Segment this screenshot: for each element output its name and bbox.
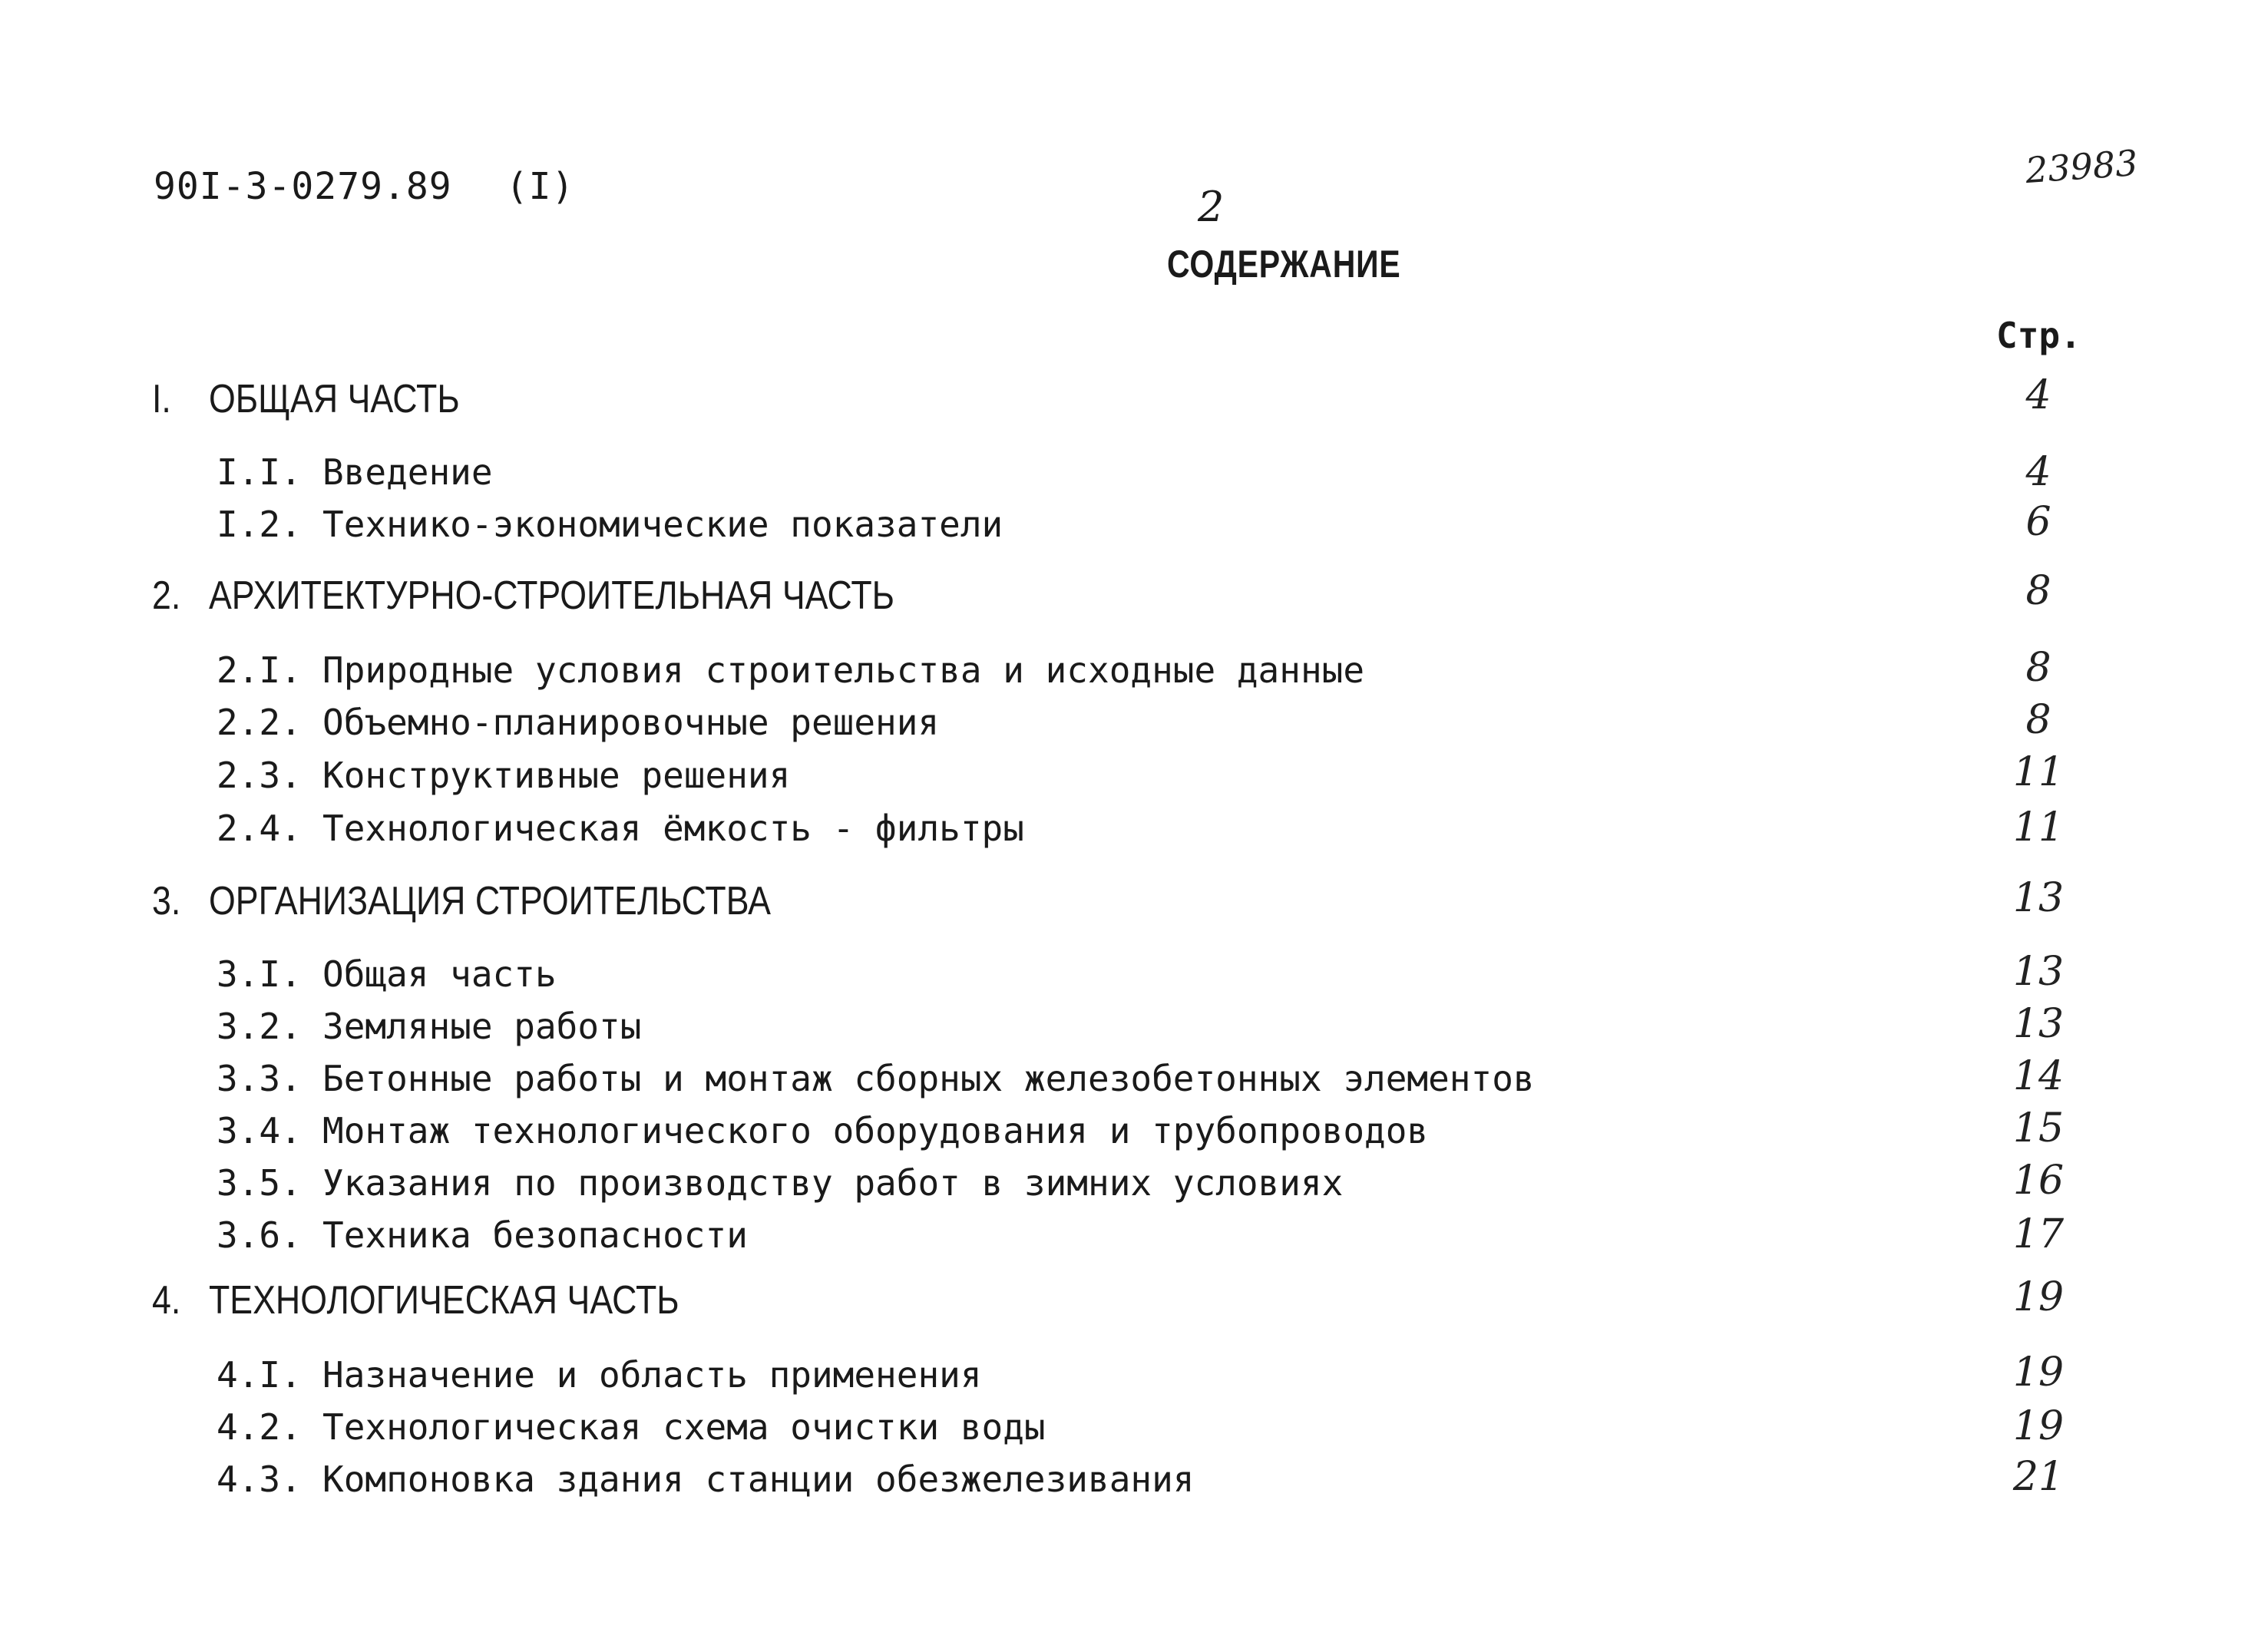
item-title: Введение xyxy=(322,451,493,493)
item-number: 2.3. xyxy=(217,755,302,796)
item-number: I.I. xyxy=(217,451,302,493)
item-number: 4.I. xyxy=(217,1354,302,1396)
archive-number: 23983 xyxy=(2023,141,2139,192)
item-number: 2.4. xyxy=(217,808,302,849)
toc-section-3 xyxy=(152,878,771,924)
toc-page-number: 4 xyxy=(2025,372,2051,418)
toc-page-number: 16 xyxy=(2012,1158,2065,1204)
section-title: АРХИТЕКТУРНО-СТРОИТЕЛЬНАЯ ЧАСТЬ xyxy=(208,573,895,618)
item-title: Назначение и область применения xyxy=(322,1354,982,1396)
toc-item-1-1 xyxy=(217,451,493,493)
section-number: 4. xyxy=(152,1278,181,1323)
item-number: I.2. xyxy=(217,504,302,545)
toc-page-number: 8 xyxy=(2025,645,2051,691)
item-number: 3.3. xyxy=(217,1058,302,1099)
item-number: 2.2. xyxy=(217,702,302,743)
section-number: 3. xyxy=(152,879,181,923)
item-title: Техника безопасности xyxy=(322,1214,748,1256)
toc-item-4-1 xyxy=(217,1354,982,1396)
item-title: Компоновка здания станции обезжелезивания xyxy=(322,1459,1195,1500)
toc-page-number: 13 xyxy=(2012,875,2065,921)
toc-item-3-2 xyxy=(217,1006,641,1047)
item-title: Монтаж технологического оборудования и трубопроводов xyxy=(322,1110,1429,1151)
toc-item-4-3 xyxy=(217,1459,1194,1500)
section-title: ОБЩАЯ ЧАСТЬ xyxy=(208,377,460,421)
section-title: ТЕХНОЛОГИЧЕСКАЯ ЧАСТЬ xyxy=(208,1278,679,1323)
toc-page-number: 15 xyxy=(2012,1105,2065,1151)
toc-item-2-2 xyxy=(217,702,939,743)
toc-page-number: 13 xyxy=(2012,949,2065,995)
toc-page-number: 21 xyxy=(2012,1454,2065,1500)
item-number: 3.4. xyxy=(217,1110,302,1151)
toc-page-number: 6 xyxy=(2025,499,2051,545)
section-number: I. xyxy=(152,377,171,421)
toc-section-2 xyxy=(152,573,894,619)
item-title: Технико-экономические показатели xyxy=(322,504,1003,545)
toc-item-4-2 xyxy=(217,1406,1046,1448)
toc-item-3-1 xyxy=(217,953,557,995)
section-number: 2. xyxy=(152,573,181,618)
toc-section-1 xyxy=(152,376,460,422)
toc-page-number: 19 xyxy=(2012,1274,2065,1320)
item-number: 3.6. xyxy=(217,1214,302,1256)
toc-item-3-5 xyxy=(217,1162,1343,1204)
toc-page-number: 13 xyxy=(2012,1001,2065,1047)
item-title: Технологическая схема очистки воды xyxy=(322,1406,1046,1448)
toc-page-number: 19 xyxy=(2012,1403,2065,1449)
item-title: Природные условия строительства и исходные данные xyxy=(322,649,1365,691)
toc-page-number: 8 xyxy=(2025,568,2051,614)
section-title: ОРГАНИЗАЦИЯ СТРОИТЕЛЬСТВА xyxy=(208,879,771,923)
item-number: 4.2. xyxy=(217,1406,302,1448)
item-number: 3.I. xyxy=(217,953,302,995)
toc-page-number: 17 xyxy=(2012,1211,2065,1257)
document-code xyxy=(154,165,574,208)
item-number: 3.2. xyxy=(217,1006,302,1047)
toc-page-number: 4 xyxy=(2025,449,2051,495)
item-title: Технологическая ёмкость - фильтры xyxy=(322,808,1024,849)
item-title: Конструктивные решения xyxy=(322,755,791,796)
toc-item-3-4 xyxy=(217,1110,1428,1151)
toc-item-2-1 xyxy=(217,649,1364,691)
toc-section-4 xyxy=(152,1277,679,1323)
doc-code-text: 90I-3-0279.89 xyxy=(154,165,452,208)
item-number: 4.3. xyxy=(217,1459,302,1500)
item-title: Указания по производству работ в зимних условиях xyxy=(322,1162,1344,1204)
item-number: 3.5. xyxy=(217,1162,302,1204)
item-number: 2.I. xyxy=(217,649,302,691)
toc-item-3-3 xyxy=(217,1058,1535,1099)
item-title: Земляные работы xyxy=(322,1006,642,1047)
pages-column-header: Стр. xyxy=(1996,315,2081,356)
item-title: Объемно-планировочные решения xyxy=(322,702,940,743)
toc-page-number: 19 xyxy=(2012,1350,2065,1396)
toc-item-3-6 xyxy=(217,1214,748,1256)
toc-page-number: 11 xyxy=(2012,804,2065,851)
toc-page-number: 8 xyxy=(2025,697,2051,743)
toc-page-number: 14 xyxy=(2012,1053,2065,1099)
page-number: 2 xyxy=(1198,183,1225,231)
toc-item-2-4 xyxy=(217,808,1024,849)
toc-item-1-2 xyxy=(217,504,1003,545)
toc-page-number: 11 xyxy=(2012,749,2065,795)
page-title: СОДЕРЖАНИЕ xyxy=(1167,243,1401,286)
item-title: Бетонные работы и монтаж сборных железобетонных элементов xyxy=(322,1058,1535,1099)
item-title: Общая часть xyxy=(322,953,557,995)
revision-text: (I) xyxy=(505,165,575,208)
toc-item-2-3 xyxy=(217,755,790,796)
